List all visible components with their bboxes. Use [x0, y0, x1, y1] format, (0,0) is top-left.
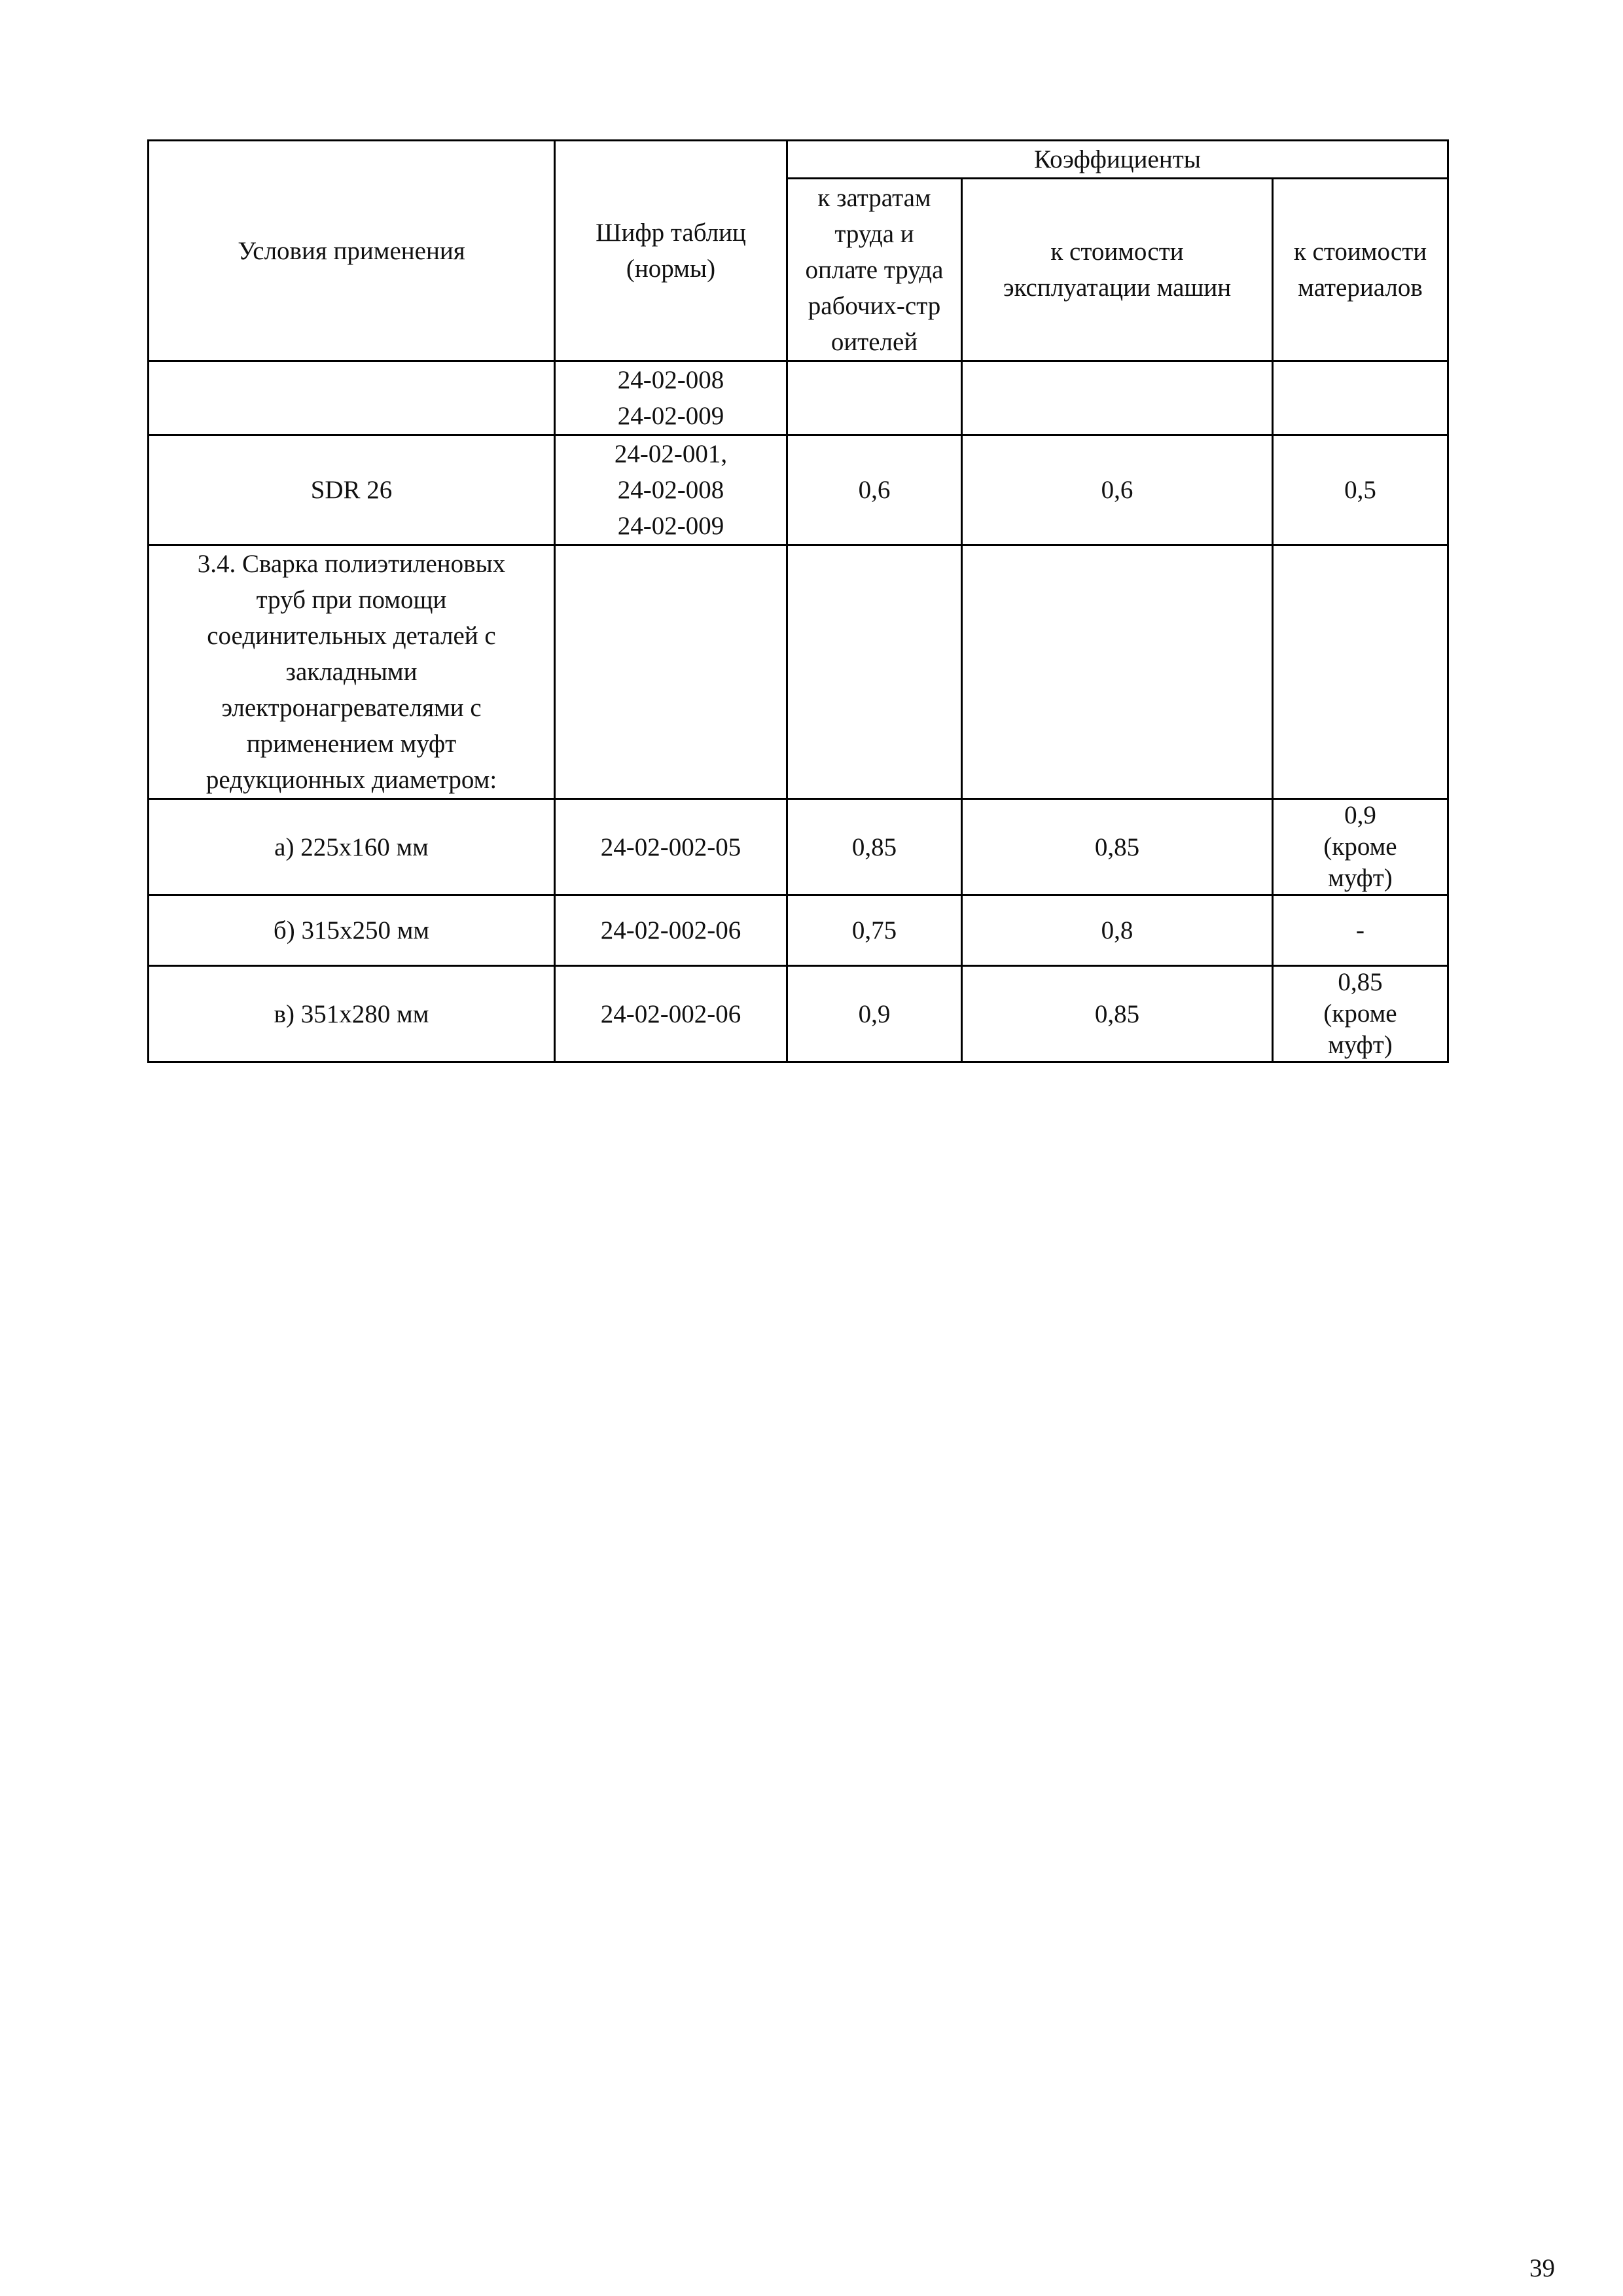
materials-line: 0,5 [1344, 476, 1376, 504]
materials-line: - [1356, 916, 1365, 944]
code-cell [555, 435, 787, 545]
condition-line: закладными [285, 658, 418, 686]
header-machines-line: эксплуатации машин [1003, 274, 1232, 302]
machines-cell: 0,8 [962, 895, 1273, 966]
code-cell [555, 545, 787, 799]
table-row [149, 361, 1448, 435]
materials-cell [1273, 966, 1448, 1062]
materials-line: (кроме [1323, 999, 1397, 1028]
condition-line: редукционных диаметром: [205, 766, 497, 794]
labor-cell [787, 361, 962, 435]
header-labor-line: рабочих-стр [808, 291, 941, 320]
labor-cell: 0,85 [787, 799, 962, 895]
code-cell [555, 361, 787, 435]
condition-cell [149, 361, 555, 435]
materials-line: муфт) [1328, 1031, 1393, 1059]
header-labor-line: оплате труда [805, 255, 944, 284]
labor-cell [787, 545, 962, 799]
page-number: 39 [1529, 2254, 1555, 2282]
header-labor [787, 179, 962, 361]
code-line: 24-02-008 [617, 366, 724, 394]
table-row [149, 799, 1448, 895]
code-cell [555, 966, 787, 1062]
code-line: 24-02-002-06 [600, 999, 741, 1028]
table-row [149, 435, 1448, 545]
materials-cell [1273, 435, 1448, 545]
labor-cell: 0,6 [787, 435, 962, 545]
header-machines-line: к стоимости [1050, 238, 1184, 266]
materials-cell [1273, 545, 1448, 799]
code-line: 24-02-002-06 [600, 916, 741, 944]
header-code [555, 141, 787, 361]
machines-cell: 0,6 [962, 435, 1273, 545]
table-row [149, 545, 1448, 799]
condition-line: труб при помощи [256, 586, 447, 614]
code-line: 24-02-009 [617, 402, 724, 430]
materials-line: муфт) [1328, 864, 1393, 892]
materials-cell [1273, 895, 1448, 966]
machines-cell [962, 361, 1273, 435]
condition-cell: SDR 26 [149, 435, 555, 545]
code-cell [555, 799, 787, 895]
machines-cell [962, 545, 1273, 799]
header-labor-line: к затратам [817, 183, 931, 212]
header-conditions: Условия применения [149, 141, 555, 361]
materials-cell [1273, 799, 1448, 895]
header-materials-line: к стоимости [1293, 238, 1427, 266]
condition-cell [149, 545, 555, 799]
header-materials-line: материалов [1298, 274, 1423, 302]
condition-line: 3.4. Сварка полиэтиленовых [197, 550, 506, 578]
code-cell [555, 895, 787, 966]
labor-cell: 0,75 [787, 895, 962, 966]
condition-cell: б) 315x250 мм [149, 895, 555, 966]
header-labor-line: оителей [830, 327, 918, 356]
condition-cell: а) 225x160 мм [149, 799, 555, 895]
condition-line: применением муфт [246, 730, 457, 758]
materials-cell [1273, 361, 1448, 435]
code-line: 24-02-002-05 [600, 833, 741, 861]
labor-cell: 0,9 [787, 966, 962, 1062]
code-line: 24-02-008 [617, 476, 724, 504]
header-coefficients: Коэффициенты [787, 141, 1448, 179]
coefficients-table [147, 139, 1449, 1063]
machines-cell: 0,85 [962, 799, 1273, 895]
table-row [149, 895, 1448, 966]
materials-line: 0,85 [1338, 968, 1383, 996]
machines-cell: 0,85 [962, 966, 1273, 1062]
condition-line: соединительных деталей с [207, 622, 496, 650]
header-code-line: Шифр таблиц [596, 219, 746, 247]
code-line: 24-02-009 [617, 512, 724, 540]
code-line: 24-02-001, [614, 440, 728, 468]
table-row [149, 966, 1448, 1062]
materials-line: 0,9 [1344, 801, 1376, 829]
header-row [149, 141, 1448, 179]
materials-line: (кроме [1323, 833, 1397, 861]
header-labor-line: труда и [834, 219, 914, 248]
header-code-line: (нормы) [626, 255, 716, 283]
condition-cell: в) 351x280 мм [149, 966, 555, 1062]
condition-line: электронагревателями с [221, 694, 482, 722]
header-machines [962, 179, 1273, 361]
header-materials [1273, 179, 1448, 361]
